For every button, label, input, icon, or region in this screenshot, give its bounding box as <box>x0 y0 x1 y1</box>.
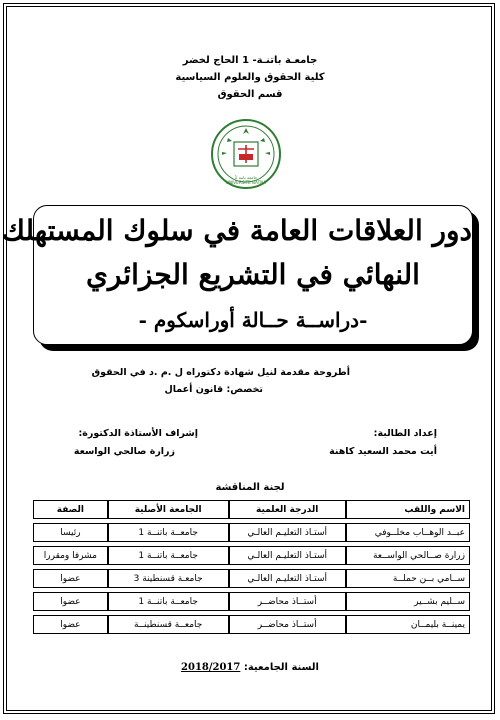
thesis-description: أطروحة مقدمة لنيل شهادة دكتوراه ل .م .د في الحقوق <box>91 367 350 378</box>
department-name: قسم الحقوق <box>217 89 283 100</box>
header-role: الصفة <box>33 500 108 519</box>
thesis-subtitle: -دراســة حــالة أوراسكوم - <box>138 308 368 332</box>
member-degree: أستـاذ التعليـم العالـي <box>229 523 346 542</box>
academic-year-value: 2018/2017 <box>181 662 241 673</box>
member-university: جامعــة باتنــة 1 <box>108 592 229 611</box>
member-role: عضوا <box>33 592 108 611</box>
student-name: أيت محمد السعيد كاهنة <box>329 446 437 457</box>
member-degree: أستــاذ محاضــر <box>229 615 346 634</box>
svg-text:UNIVERSITE BATNA: UNIVERSITE BATNA <box>225 180 267 185</box>
member-name: عبــد الوهــاب مخلــوفي <box>346 523 470 542</box>
supervisor-name: زرارة صالحي الواسعة <box>73 446 175 457</box>
table-row <box>33 615 470 634</box>
member-role: مشرفا ومقررا <box>33 546 108 565</box>
member-name: ســامي بــن حملــة <box>346 569 470 588</box>
specialization: تخصص: قانون أعمال <box>164 384 263 395</box>
member-degree: أستـاذ التعليـم العالـي <box>229 546 346 565</box>
header-name: الاسم واللقب <box>346 500 470 519</box>
committee-table <box>33 496 470 638</box>
table-row <box>33 569 470 588</box>
academic-year-label: السنة الجامعية: <box>243 662 319 673</box>
table-header-row <box>33 500 470 519</box>
member-role: رئيسا <box>33 523 108 542</box>
member-university: جامعــة قسنطينــة <box>108 615 229 634</box>
member-name: زرارة صــالحي الواســعة <box>346 546 470 565</box>
university-logo-icon <box>210 118 282 190</box>
title-box <box>1 205 473 345</box>
thesis-title-line-1: دور العلاقات العامة في سلوك المستهلك <box>1 214 472 247</box>
member-university: جامعــة باتنــة 1 <box>108 546 229 565</box>
university-name: جامعـة باتنـة- 1 الحاج لخضر <box>182 55 318 66</box>
table-row <box>33 523 470 542</box>
member-name: يمينــة بليمــان <box>346 615 470 634</box>
member-name: ســليم بشــير <box>346 592 470 611</box>
academic-year <box>0 662 500 673</box>
member-university: جامعــة باتنــة 1 <box>108 523 229 542</box>
member-role: عضوا <box>33 569 108 588</box>
table-row <box>33 592 470 611</box>
header-degree: الدرجة العلمية <box>229 500 346 519</box>
member-university: جامعـة قسنطينة 3 <box>108 569 229 588</box>
faculty-name: كلية الحقوق والعلوم السياسية <box>175 72 325 83</box>
committee-title: لجنة المناقشة <box>215 482 285 493</box>
thesis-title-line-2: النهائي في التشريع الجزائري <box>86 258 420 291</box>
prepared-by-label: إعداد الطالبة: <box>373 428 437 439</box>
supervisor-label: إشراف الأستاذة الدكتورة: <box>78 428 198 439</box>
header-university: الجامعة الأصلية <box>108 500 229 519</box>
svg-text:جامعة باتنة 1: جامعة باتنة 1 <box>234 175 258 180</box>
table-row <box>33 546 470 565</box>
member-degree: أستـاذ التعليـم العالـي <box>229 569 346 588</box>
member-degree: أستــاذ محاضــر <box>229 592 346 611</box>
member-role: عضوا <box>33 615 108 634</box>
